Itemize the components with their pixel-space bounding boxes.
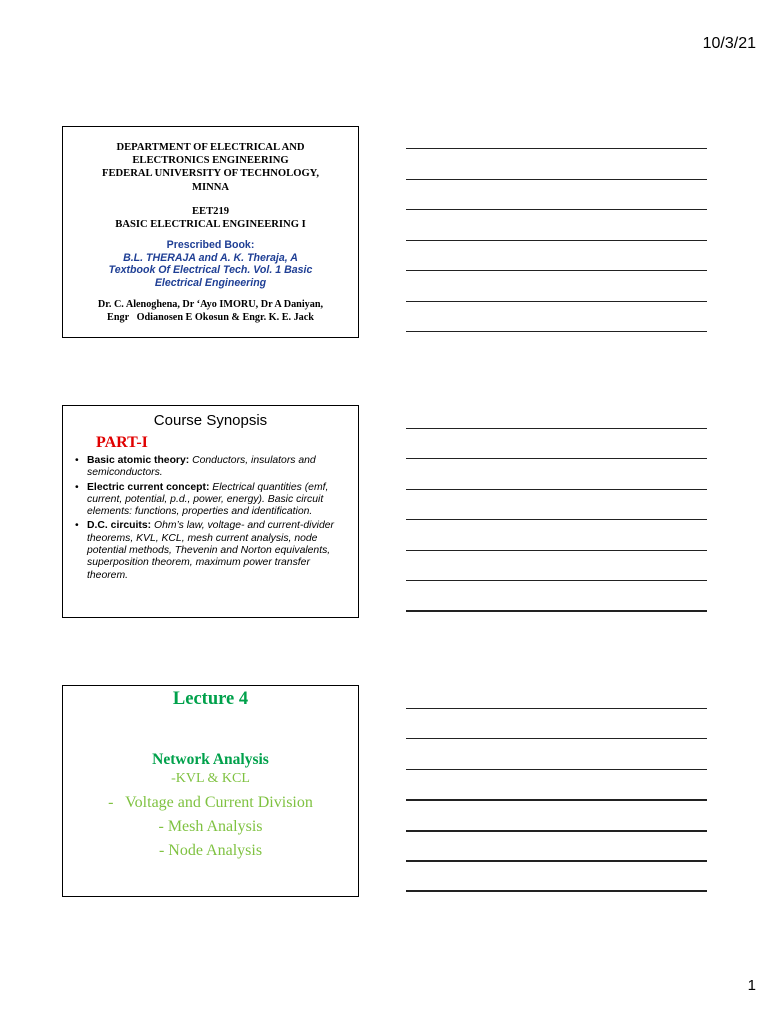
- note-line: [406, 240, 707, 241]
- dept-line: MINNA: [191, 181, 230, 193]
- topic-node-analysis: - Node Analysis: [158, 842, 263, 859]
- list-item: [75, 455, 348, 480]
- synopsis-title: Course Synopsis: [153, 412, 268, 429]
- item-desc: Ohm’s law, voltage- and current-divider theorems, KVL, KCL, mesh current analysis, node potential methods, Thevenin and Norton equivalents, superposition theorem, maximum power transfer theorem.: [87, 520, 334, 581]
- note-line: [406, 458, 707, 459]
- prescribed-book-title: [63, 252, 358, 290]
- prescribed-book-label: Prescribed Book:: [166, 238, 255, 251]
- topic-kvl-kcl: -KVL & KCL: [171, 771, 250, 786]
- slide-course-synopsis: [62, 405, 359, 618]
- note-line: [406, 209, 707, 210]
- note-line: [406, 610, 707, 612]
- dept-line: ELECTRONICS ENGINEERING: [132, 155, 289, 167]
- slide-title-page: [62, 126, 359, 338]
- note-line: [406, 519, 707, 520]
- note-line: [406, 428, 707, 429]
- authors: [63, 298, 358, 324]
- note-line: [406, 270, 707, 271]
- note-line: [406, 301, 707, 302]
- author-line: Engr Odianosen E Okosun & Engr. K. E. Jack: [107, 312, 314, 324]
- note-line: [406, 860, 707, 862]
- topic-mesh-analysis: - Mesh Analysis: [158, 818, 263, 835]
- part-heading: PART-I: [96, 434, 148, 451]
- item-desc: Electrical quantities (emf, current, potential, p.d., power, energy). Basic circuit elements: functions, properties and identification.: [87, 481, 329, 518]
- bullet-icon: •: [75, 481, 79, 493]
- list-item: [75, 482, 348, 519]
- note-line: [406, 331, 707, 332]
- item-term: D.C. circuits:: [87, 520, 152, 532]
- book-line: B.L. THERAJA and A. K. Theraja, A: [123, 251, 298, 264]
- note-line: [406, 489, 707, 490]
- synopsis-list: [63, 455, 358, 582]
- topic-voltage-current-division: - Voltage and Current Division: [108, 794, 313, 811]
- dept-line: DEPARTMENT OF ELECTRICAL AND: [116, 142, 305, 153]
- note-line: [406, 830, 707, 832]
- lecture-title: Lecture 4: [172, 689, 249, 709]
- dept-line: FEDERAL UNIVERSITY OF TECHNOLOGY,: [101, 168, 320, 180]
- network-analysis-heading: Network Analysis: [152, 751, 269, 768]
- note-line: [406, 148, 707, 149]
- book-line: Electrical Engineering: [154, 276, 267, 289]
- note-line: [406, 799, 707, 801]
- course-title: BASIC ELECTRICAL ENGINEERING I: [115, 218, 306, 230]
- note-line: [406, 708, 707, 709]
- page-number: 1: [747, 977, 756, 994]
- note-line: [406, 580, 707, 581]
- department-heading: [63, 141, 358, 194]
- course-heading: [63, 205, 358, 231]
- item-term: Basic atomic theory:: [87, 455, 190, 466]
- course-code: EET219: [191, 205, 230, 217]
- note-line: [406, 890, 707, 892]
- note-line: [406, 769, 707, 770]
- bullet-icon: •: [75, 520, 79, 532]
- note-line: [406, 550, 707, 551]
- note-line: [406, 179, 707, 180]
- item-term: Electric current concept:: [87, 481, 210, 493]
- note-line: [406, 738, 707, 739]
- list-item: [75, 520, 348, 581]
- author-line: Dr. C. Alenoghena, Dr ‘Ayo IMORU, Dr A Daniyan,: [97, 299, 324, 311]
- date-header: 10/3/21: [702, 35, 756, 52]
- item-desc: Conductors, insulators and semiconductors.: [87, 455, 316, 479]
- slide-lecture: [62, 685, 359, 897]
- bullet-icon: •: [75, 455, 79, 466]
- book-line: Textbook Of Electrical Tech. Vol. 1 Basic: [108, 264, 313, 277]
